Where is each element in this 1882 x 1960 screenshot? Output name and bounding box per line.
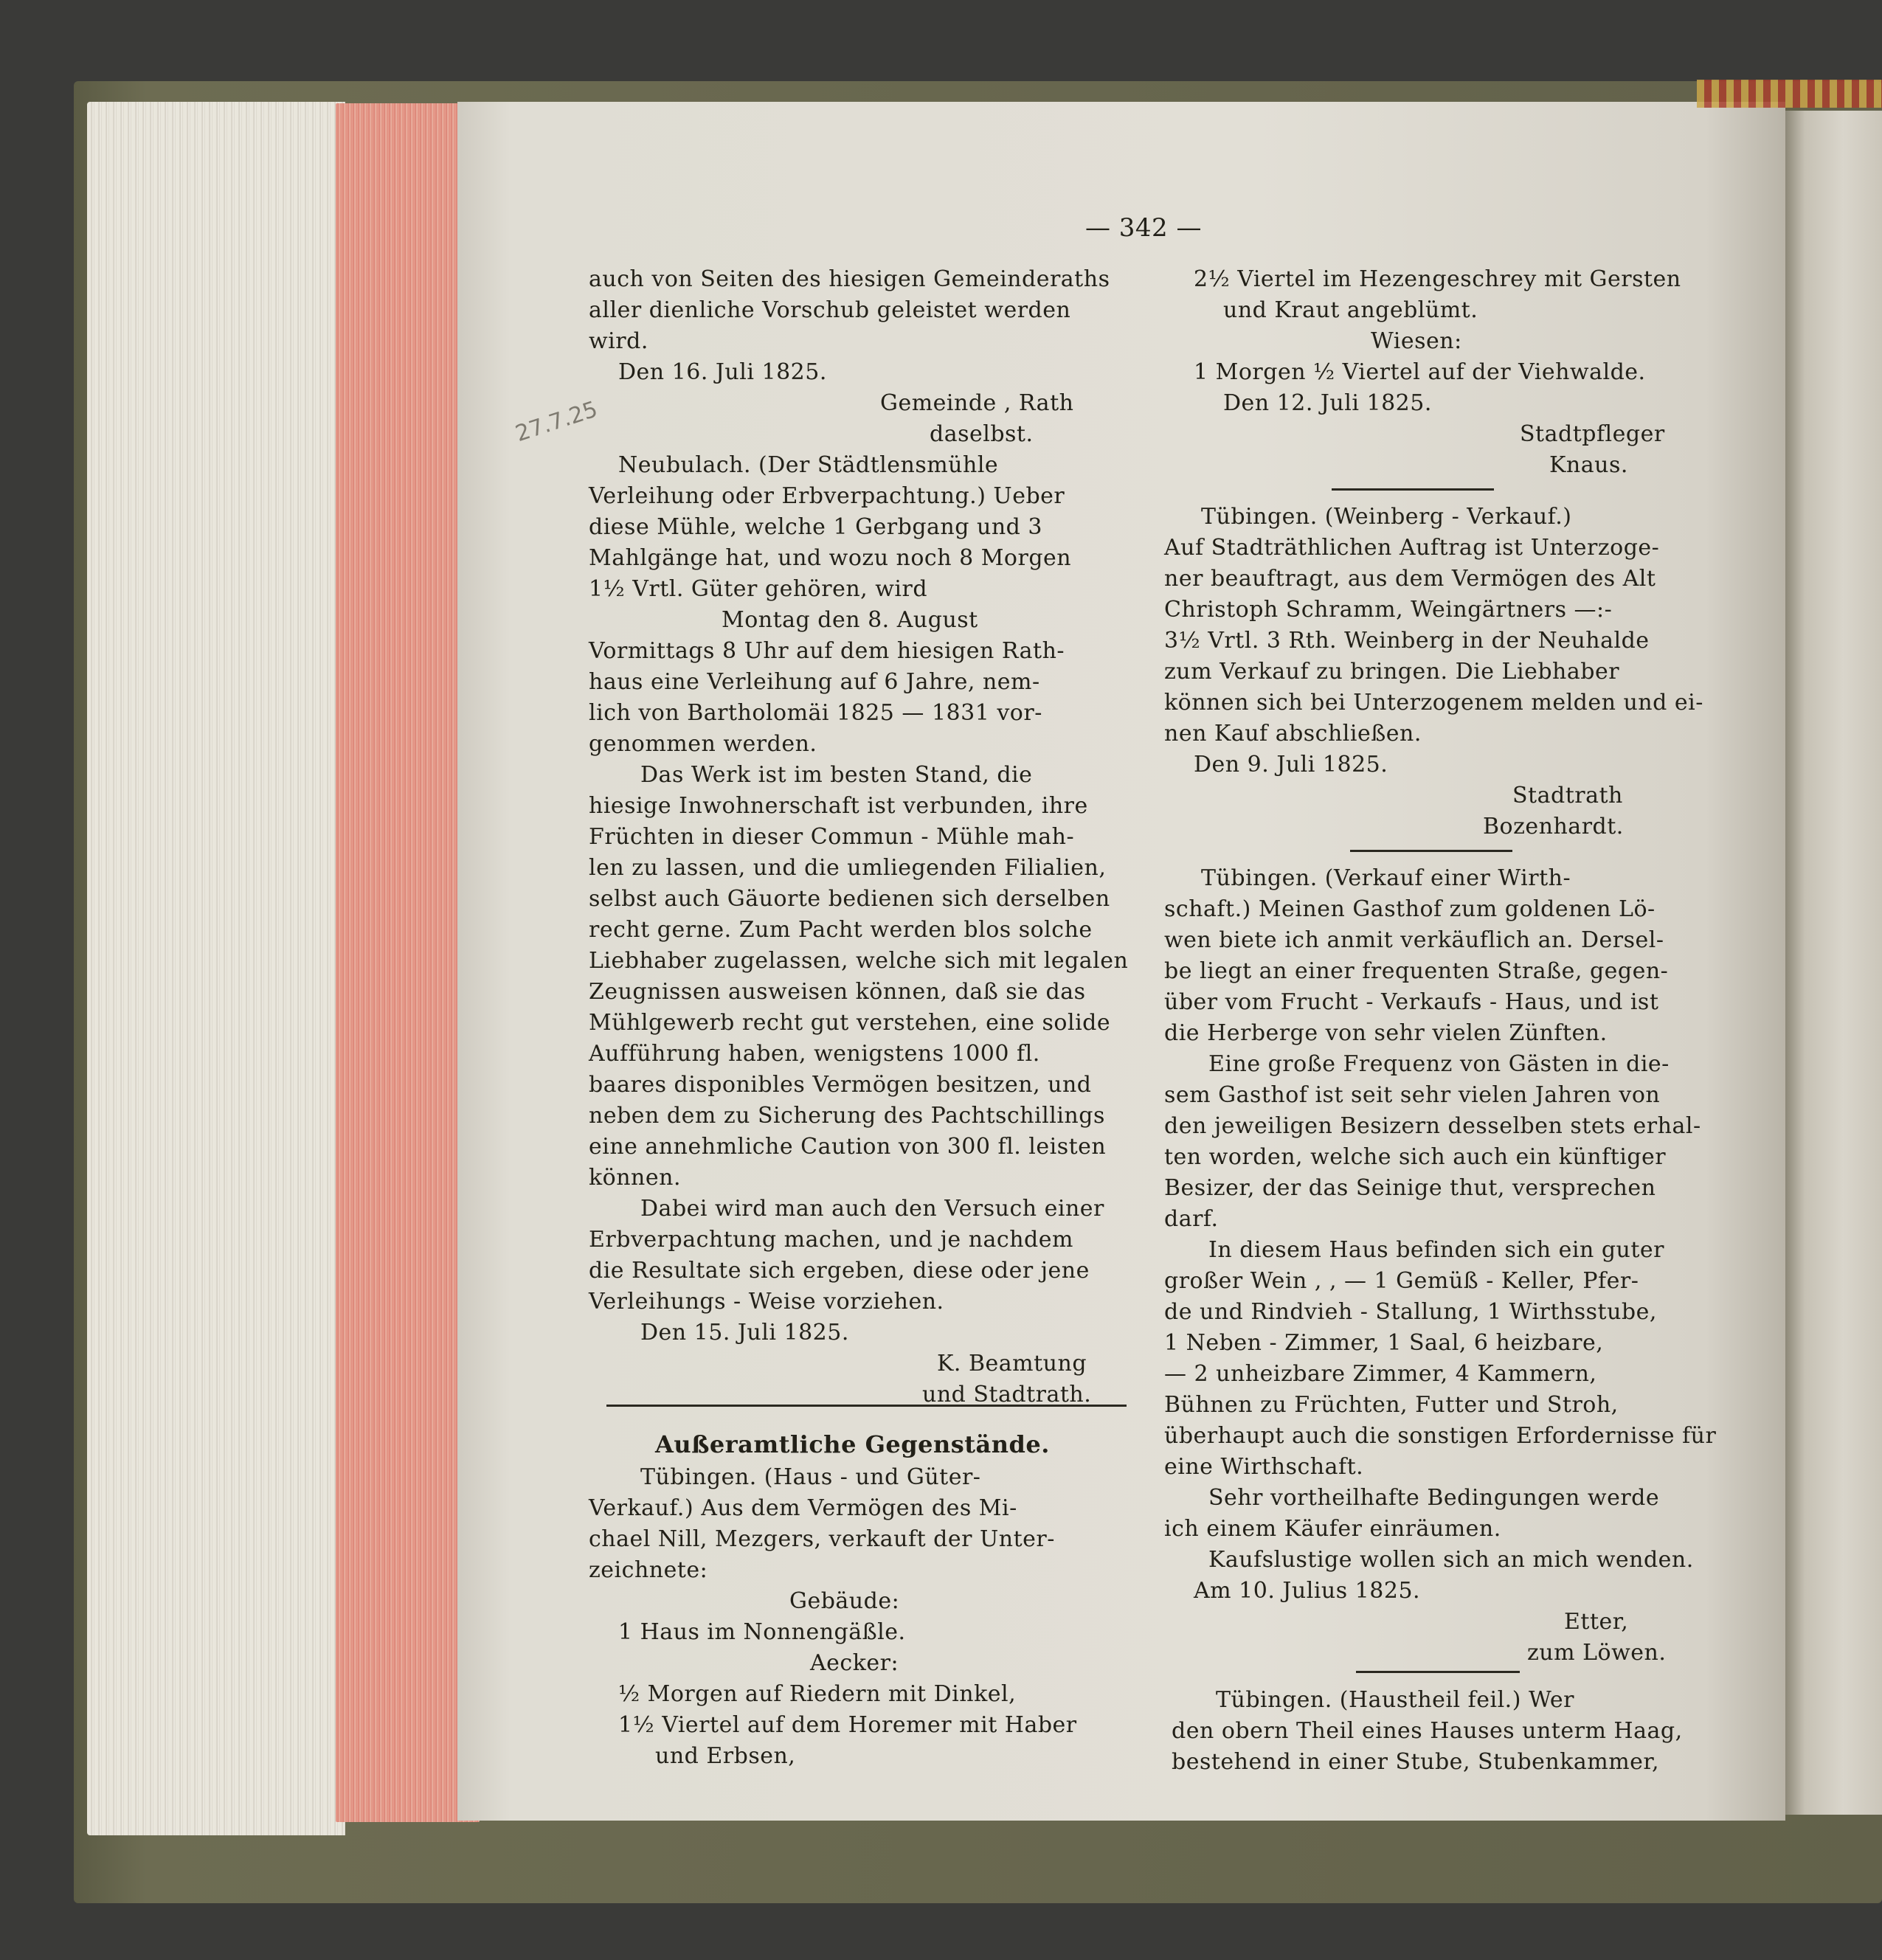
text-line: schaft.) Meinen Gasthof zum goldenen Lö- [1164, 896, 1656, 922]
text-line: Montag den 8. August [722, 607, 978, 633]
text-line: Tübingen. (Haus - und Güter- [640, 1464, 981, 1490]
text-line: Verleihungs - Weise vorziehen. [589, 1289, 944, 1315]
text-line: 1½ Vrtl. Güter gehören, wird [589, 576, 928, 602]
text-line: Liebhaber zugelassen, welche sich mit legalen [589, 948, 1129, 974]
text-line: sem Gasthof ist seit sehr vielen Jahren von [1164, 1082, 1661, 1108]
text-line: 1 Morgen ½ Viertel auf der Viehwalde. [1194, 359, 1646, 385]
text-line: be liegt an einer frequenten Straße, gegen- [1164, 958, 1669, 984]
text-line: Besizer, der das Seinige thut, versprechen [1164, 1175, 1656, 1201]
section-heading: Außeramtliche Gegenstände. [655, 1430, 1050, 1458]
text-line: Bühnen zu Früchten, Futter und Stroh, [1164, 1392, 1619, 1418]
text-line: Am 10. Julius 1825. [1194, 1578, 1421, 1604]
text-line: den jeweiligen Besizern desselben stets erhal- [1164, 1113, 1701, 1139]
text-line: nen Kauf abschließen. [1164, 721, 1422, 747]
text-line: Den 9. Juli 1825. [1194, 752, 1388, 778]
text-line: 1½ Viertel auf dem Horemer mit Haber [618, 1712, 1077, 1738]
text-line: lich von Bartholomäi 1825 — 1831 vor- [589, 700, 1042, 726]
text-line: und Erbsen, [655, 1743, 796, 1769]
text-line: Früchten in dieser Commun - Mühle mah- [589, 824, 1075, 850]
text-line: eine Wirthschaft. [1164, 1454, 1364, 1480]
pencil-annotation: 27.7.25 [512, 396, 601, 448]
text-line: können. [589, 1165, 681, 1191]
text-line: Wiesen: [1371, 328, 1462, 354]
text-line: über vom Frucht - Verkaufs - Haus, und ist [1164, 989, 1659, 1015]
text-line: — 2 unheizbare Zimmer, 4 Kammern, [1164, 1361, 1597, 1387]
text-line: Sehr vortheilhafte Bedingungen werde [1208, 1485, 1660, 1511]
text-line: ten worden, welche sich auch ein künftiger [1164, 1144, 1667, 1170]
separator-rule [1332, 488, 1494, 491]
text-line: die Resultate sich ergeben, diese oder jene [589, 1258, 1090, 1284]
text-line: die Herberge von sehr vielen Zünften. [1164, 1020, 1608, 1046]
text-line: selbst auch Gäuorte bedienen sich derselben [589, 886, 1110, 912]
text-line: genommen werden. [589, 731, 817, 757]
separator-rule [1356, 1671, 1520, 1673]
text-line: Gemeinde , Rath [880, 390, 1074, 416]
text-line: haus eine Verleihung auf 6 Jahre, nem- [589, 669, 1040, 695]
text-line: In diesem Haus befinden sich ein guter [1208, 1237, 1665, 1263]
text-line: Stadtpfleger [1520, 421, 1665, 447]
text-line: den obern Theil eines Hauses unterm Haag, [1172, 1718, 1683, 1744]
text-line: len zu lassen, und die umliegenden Filialien, [589, 855, 1107, 881]
text-line: Tübingen. (Haustheil feil.) Wer [1216, 1687, 1574, 1713]
text-line: Zeugnissen ausweisen können, daß sie das [589, 979, 1086, 1005]
text-line: Eine große Frequenz von Gästen in die- [1208, 1051, 1670, 1077]
text-line: und Stadtrath. [922, 1382, 1092, 1407]
text-line: diese Mühle, welche 1 Gerbgang und 3 [589, 514, 1042, 540]
text-line: bestehend in einer Stube, Stubenkammer, [1172, 1749, 1660, 1775]
text-line: zeichnete: [589, 1557, 708, 1583]
text-line: aller dienliche Vorschub geleistet werden [589, 297, 1071, 323]
text-line: neben dem zu Sicherung des Pachtschillings [589, 1103, 1105, 1129]
text-line: können sich bei Unterzogenem melden und ei- [1164, 690, 1703, 716]
text-line: Bozenhardt. [1483, 814, 1624, 839]
text-line: 1 Haus im Nonnengäßle. [618, 1619, 906, 1645]
text-line: Aufführung haben, wenigstens 1000 fl. [589, 1041, 1040, 1067]
text-line: Das Werk ist im besten Stand, die [640, 762, 1033, 788]
text-line: darf. [1164, 1206, 1219, 1232]
separator-rule [1350, 850, 1512, 852]
text-line: hiesige Inwohnerschaft ist verbunden, ihre [589, 793, 1088, 819]
text-line: zum Löwen. [1527, 1640, 1667, 1666]
text-line: Neubulach. (Der Städtlensmühle [618, 452, 999, 478]
text-line: Kaufslustige wollen sich an mich wenden. [1208, 1547, 1694, 1573]
text-line: Verkauf.) Aus dem Vermögen des Mi- [589, 1495, 1017, 1521]
text-line: Vormittags 8 Uhr auf dem hiesigen Rath- [589, 638, 1065, 664]
text-line: Gebäude: [789, 1588, 900, 1614]
text-line: 1 Neben - Zimmer, 1 Saal, 6 heizbare, [1164, 1330, 1604, 1356]
text-line: Knaus. [1549, 452, 1628, 478]
text-line: Tübingen. (Weinberg - Verkauf.) [1201, 504, 1572, 530]
text-line: und Kraut angeblümt. [1223, 297, 1478, 323]
page-number: — 342 — [1084, 213, 1202, 243]
text-line: zum Verkauf zu bringen. Die Liebhaber [1164, 659, 1620, 685]
text-line: Stadtrath [1512, 783, 1623, 808]
text-line: 3½ Vrtl. 3 Rth. Weinberg in der Neuhalde [1164, 628, 1650, 654]
text-line: de und Rindvieh - Stallung, 1 Wirthsstube, [1164, 1299, 1657, 1325]
text-line: 2½ Viertel im Hezengeschrey mit Gersten [1194, 266, 1681, 292]
text-line: Den 15. Juli 1825. [640, 1320, 849, 1346]
facing-page-edge [1785, 111, 1882, 1815]
text-line: recht gerne. Zum Pacht werden blos solche [589, 917, 1093, 943]
text-line: großer Wein , , — 1 Gemüß - Keller, Pfer- [1164, 1268, 1639, 1294]
text-line: Aecker: [810, 1650, 899, 1676]
bookmark-ribbon [1697, 80, 1882, 108]
text-line: Erbverpachtung machen, und je nachdem [589, 1227, 1073, 1253]
text-line: daselbst. [930, 421, 1034, 447]
text-line: K. Beamtung [937, 1351, 1087, 1376]
text-line: ich einem Käufer einräumen. [1164, 1516, 1501, 1542]
text-line: Christoph Schramm, Weingärtners —:- [1164, 597, 1613, 623]
section-rule [606, 1405, 1127, 1407]
text-line: ner beauftragt, aus dem Vermögen des Alt [1164, 566, 1656, 592]
text-line: Dabei wird man auch den Versuch einer [640, 1196, 1104, 1222]
text-line: chael Nill, Mezgers, verkauft der Unter- [589, 1526, 1055, 1552]
text-line: auch von Seiten des hiesigen Gemeinderaths [589, 266, 1110, 292]
text-line: wird. [589, 328, 648, 354]
text-line: Den 12. Juli 1825. [1223, 390, 1432, 416]
text-line: Tübingen. (Verkauf einer Wirth- [1201, 865, 1571, 891]
text-line: überhaupt auch die sonstigen Erfordernisse für [1164, 1423, 1717, 1449]
text-line: Etter, [1564, 1609, 1629, 1635]
text-line: baares disponibles Vermögen besitzen, und [589, 1072, 1092, 1098]
text-line: eine annehmliche Caution von 300 fl. leisten [589, 1134, 1107, 1160]
text-line: ½ Morgen auf Riedern mit Dinkel, [618, 1681, 1017, 1707]
text-line: Mühlgewerb recht gut verstehen, eine solide [589, 1010, 1111, 1036]
text-line: Mahlgänge hat, und wozu noch 8 Morgen [589, 545, 1072, 571]
text-line: Auf Stadträthlichen Auftrag ist Unterzoge- [1164, 535, 1660, 561]
text-line: Verleihung oder Erbverpachtung.) Ueber [589, 483, 1065, 509]
text-line: Den 16. Juli 1825. [618, 359, 827, 385]
text-line: wen biete ich anmit verkäuflich an. Dersel- [1164, 927, 1664, 953]
page-edges-stack [87, 102, 345, 1835]
